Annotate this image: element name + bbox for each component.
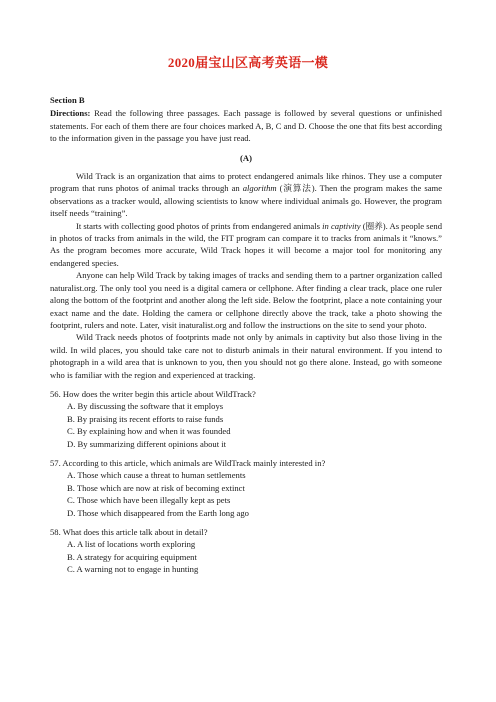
paragraph-text: Wild Track is an organization that aims to protect endangered animals like rhinos. They use a computer program that runs photos of animal tracks through an [50,171,442,194]
paragraph-4: Wild Track needs photos of footprints made not only by animals in captivity but also those living in the wild. In wild places, you should take care not to disturb animals in their natural environment. If you intend to photograph in a wild area that is unknown to you, then you should not go there alone. Instead, go with someone who is familiar with the region and experienced at tracking. [50,332,442,380]
option-list [50,538,442,575]
paragraph-2 [50,220,442,270]
italic-term: algorithm [242,183,277,194]
question-stem: 58. What does this article talk about in detail? [50,527,208,537]
paragraph-3: Anyone can help Wild Track by taking images of tracks and sending them to a partner organization called naturalist.org. The only tool you need is a digital camera or cellphone. After finding a clear track, place one ruler along the bottom of the footprint and another along the left side. Below the footprint, place a note containing your exact name and the date. Holding the camera or cellphone directly above the track, take a photo showing the footprint, rulers and note. Later, visit inaturalist.org and follow the instructions on the site to send your photo. [50,270,442,330]
gloss: (圈养) [360,220,386,231]
option-d: D. Those which disappeared from the Earth long ago [67,507,249,518]
question-stem: 56. How does the writer begin this article about WildTrack? [50,388,256,399]
paragraph-1 [50,170,442,220]
option-a: A. Those which cause a threat to human settlements [67,470,246,481]
paragraph-text: . Then the program makes the same observations as a tracker would, allowing scientists to know where individual animals go. However, the program itself needs “training”. [50,183,443,219]
option-c: C. Those which have been illegally kept as pets [67,495,231,506]
directions [50,107,442,144]
gloss: (演算法) [276,183,315,194]
option-a: A. By discussing the software that it employs [67,401,224,412]
option-list [50,469,442,519]
option-a: A. A list of locations worth exploring [67,539,196,550]
paragraph-text: . As people send in photos of tracks from animals in the wild, the FIT program can compare it to tracks from animals it “knows.” As the program becomes more accurate, Wild Track hopes it will become a major tool for monitoring any endangered species. [50,220,443,268]
option-b: B. By praising its recent efforts to raise funds [67,413,224,424]
question-58 [50,526,442,576]
question-56 [50,388,442,450]
section-heading: Section B [50,95,85,105]
question-stem: 57. According to this article, which animals are WildTrack mainly interested in? [50,457,326,468]
passage-label: (A) [240,152,252,163]
italic-term: in captivity [322,220,361,231]
option-b: B. A strategy for acquiring equipment [67,551,197,562]
option-list [50,400,442,450]
question-57 [50,457,442,519]
directions-label: Directions: [50,108,91,119]
option-d: D. By summarizing different opinions about it [67,438,227,449]
document-body [50,94,442,576]
option-b: B. Those which are now at risk of becoming extinct [67,482,245,493]
directions-text: Read the following three passages. Each passage is followed by several questions or unfinished statements. For each of them there are four choices marked A, B, C and D. Choose the one that fits best according to the information given in the passage you have just read. [50,108,442,144]
document-title: 2020届宝山区高考英语一模 [167,55,329,70]
paragraph-text: It starts with collecting good photos of prints from endangered animals [76,220,323,231]
option-c: C. A warning not to engage in hunting [67,564,199,575]
option-c: C. By explaining how and when it was founded [67,426,231,437]
